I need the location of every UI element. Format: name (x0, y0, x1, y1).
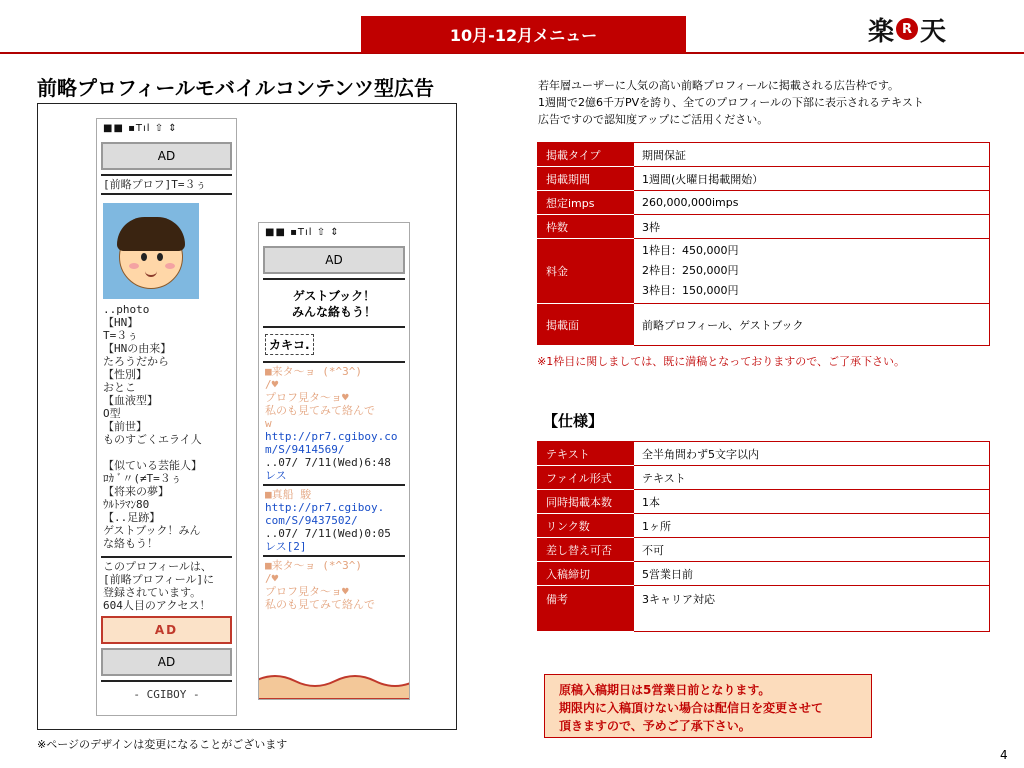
ad-slot-top: AD (263, 246, 405, 274)
row-value: 全半角問わず5文字以内 (634, 442, 990, 466)
table-row (538, 442, 990, 466)
guestbook-entry-head: ■来タ～ョ (*^3^) /♥ プロフ見タ～ョ♥ 私のも見てみて絡んで (265, 559, 375, 611)
phone-mockup-guestbook (258, 222, 410, 700)
design-caption: ※ページのデザインは変更になることがございます (37, 738, 288, 751)
table-row (538, 143, 990, 167)
table-row (538, 167, 990, 191)
ad-info-table (537, 142, 990, 346)
row-value: 1ヶ所 (634, 514, 990, 538)
divider (101, 680, 232, 682)
logo-r-icon: R (896, 18, 918, 40)
cgiboy-brand: - CGIBOY - (133, 688, 200, 701)
row-value: 260,000,000imps (634, 191, 990, 215)
phone-status-bar: ■■ ▪Tıl ⇧ ⇕ (265, 227, 340, 238)
row-label: 掲載期間 (538, 167, 634, 191)
divider (101, 193, 232, 195)
table-row (538, 191, 990, 215)
row-label: 入稿締切 (538, 562, 634, 586)
page-number: 4 (1000, 748, 1008, 762)
guestbook-entry-url: http://pr7.cgiboy.co m/S/9414569/ (265, 430, 398, 456)
table-row (538, 562, 990, 586)
row-label: 掲載タイプ (538, 143, 634, 167)
table-row (538, 304, 990, 346)
table-row (538, 466, 990, 490)
row-value: テキスト (634, 466, 990, 490)
row-label: 同時掲載本数 (538, 490, 634, 514)
table-row (538, 514, 990, 538)
spec-heading: 【仕様】 (543, 412, 604, 430)
table-row (538, 586, 990, 632)
table-row (538, 490, 990, 514)
guestbook-entry-head: ■来タ～ョ (*^3^) /♥ プロフ見タ～ョ♥ 私のも見てみて絡んで w (265, 365, 375, 430)
avatar-cheek (165, 263, 175, 269)
row-value: 期間保証 (634, 143, 990, 167)
avatar-hair (117, 217, 185, 251)
divider (263, 278, 405, 280)
divider (263, 326, 405, 328)
row-value: 不可 (634, 538, 990, 562)
table-row (538, 239, 990, 304)
row-label: リンク数 (538, 514, 634, 538)
row-value: 3枠 (634, 215, 990, 239)
profile-avatar (103, 203, 199, 299)
table-row (538, 538, 990, 562)
guestbook-entry-date: ..07/ 7/11(Wed)0:05 (265, 527, 391, 540)
profile-name: [前略プロフ]T=３ぅ (103, 178, 207, 191)
ad-slot-bottom: AD (101, 648, 232, 676)
avatar-eye (141, 253, 147, 261)
profile-details: ..photo 【HN】 T=３ぅ 【HNの由来】 たろうだから 【性別】 おとこ 【血液型】 O型 【前世】 ものすごくエライ人 【似ている芸能人】 ﾛｶ ﾞ〃(≠T=３ぅ 【将来の夢】 ｳﾙﾄﾗﾏﾝ80 【..足跡】 ゲストブック！みん な絡もう！ (103, 303, 202, 550)
logo-char-ten: 天 (920, 16, 947, 47)
rakuten-logo (868, 12, 946, 46)
sold-out-note: ※1枠目に関しましては、既に満稿となっておりますので、ご了承下さい。 (537, 355, 905, 368)
divider (263, 555, 405, 557)
guestbook-entry-res: レス[2] (265, 540, 307, 553)
spec-table (537, 441, 990, 632)
row-value: 1週間(火曜日掲載開始） (634, 167, 990, 191)
write-tag: カキコ. (265, 334, 314, 355)
row-label: 差し替え可否 (538, 538, 634, 562)
divider (263, 361, 405, 363)
row-label: 備考 (538, 586, 634, 632)
row-value: 前略プロフィール、ゲストブック (634, 304, 990, 346)
intro-text: 若年層ユーザーに人気の高い前略プロフィールに掲載される広告枠です。 1週間で2億6千万PVを誇り、全てのプロフィールの下部に表示されるテキスト 広告ですので認知度アップにご活用ください。 (538, 79, 924, 126)
page-title: 前略プロフィールモバイルコンテンツ型広告 (37, 76, 434, 100)
avatar-cheek (129, 263, 139, 269)
divider (101, 556, 232, 558)
profile-footer-text: このプロフィールは、 [前略プロフィール]に 登録されています。 604人目のアクセス！ (103, 560, 215, 612)
row-label: 想定imps (538, 191, 634, 215)
divider (101, 174, 232, 176)
row-label: 枠数 (538, 215, 634, 239)
menu-banner: 10月-12月メニュー (361, 16, 686, 53)
row-value: 3キャリア対応 (634, 586, 990, 632)
row-value: 5営業日前 (634, 562, 990, 586)
deadline-warning: 原稿入稿期日は5営業日前となります。 期限内に入稿頂けない場合は配信日を変更させて 頂きますので、予めご了承下さい。 (544, 674, 872, 738)
divider (263, 484, 405, 486)
row-label: 料金 (538, 239, 634, 304)
row-label: ファイル形式 (538, 466, 634, 490)
logo-char-raku: 楽 (868, 16, 895, 47)
phone-mockup-profile (96, 118, 237, 716)
row-value: 1枠目：450,000円 2枠目：250,000円 3枠目：150,000円 (634, 239, 990, 304)
torn-edge-wave (258, 669, 410, 699)
guestbook-entry-date: ..07/ 7/11(Wed)6:48 (265, 456, 391, 469)
guestbook-entry-head: ■真船 駿 (265, 488, 312, 501)
table-row (538, 215, 990, 239)
avatar-eye (157, 253, 163, 261)
guestbook-title: ゲストブック！ みんな絡もう！ (291, 289, 376, 319)
row-label: テキスト (538, 442, 634, 466)
guestbook-entry-url: http://pr7.cgiboy. com/S/9437502/ (265, 501, 385, 527)
guestbook-entry-res: レス (265, 469, 287, 482)
phone-status-bar: ■■ ▪Tıl ⇧ ⇕ (103, 123, 178, 134)
ad-slot-highlight: AD (101, 616, 232, 644)
ad-slot-top: AD (101, 142, 232, 170)
row-value: 1本 (634, 490, 990, 514)
row-label: 掲載面 (538, 304, 634, 346)
